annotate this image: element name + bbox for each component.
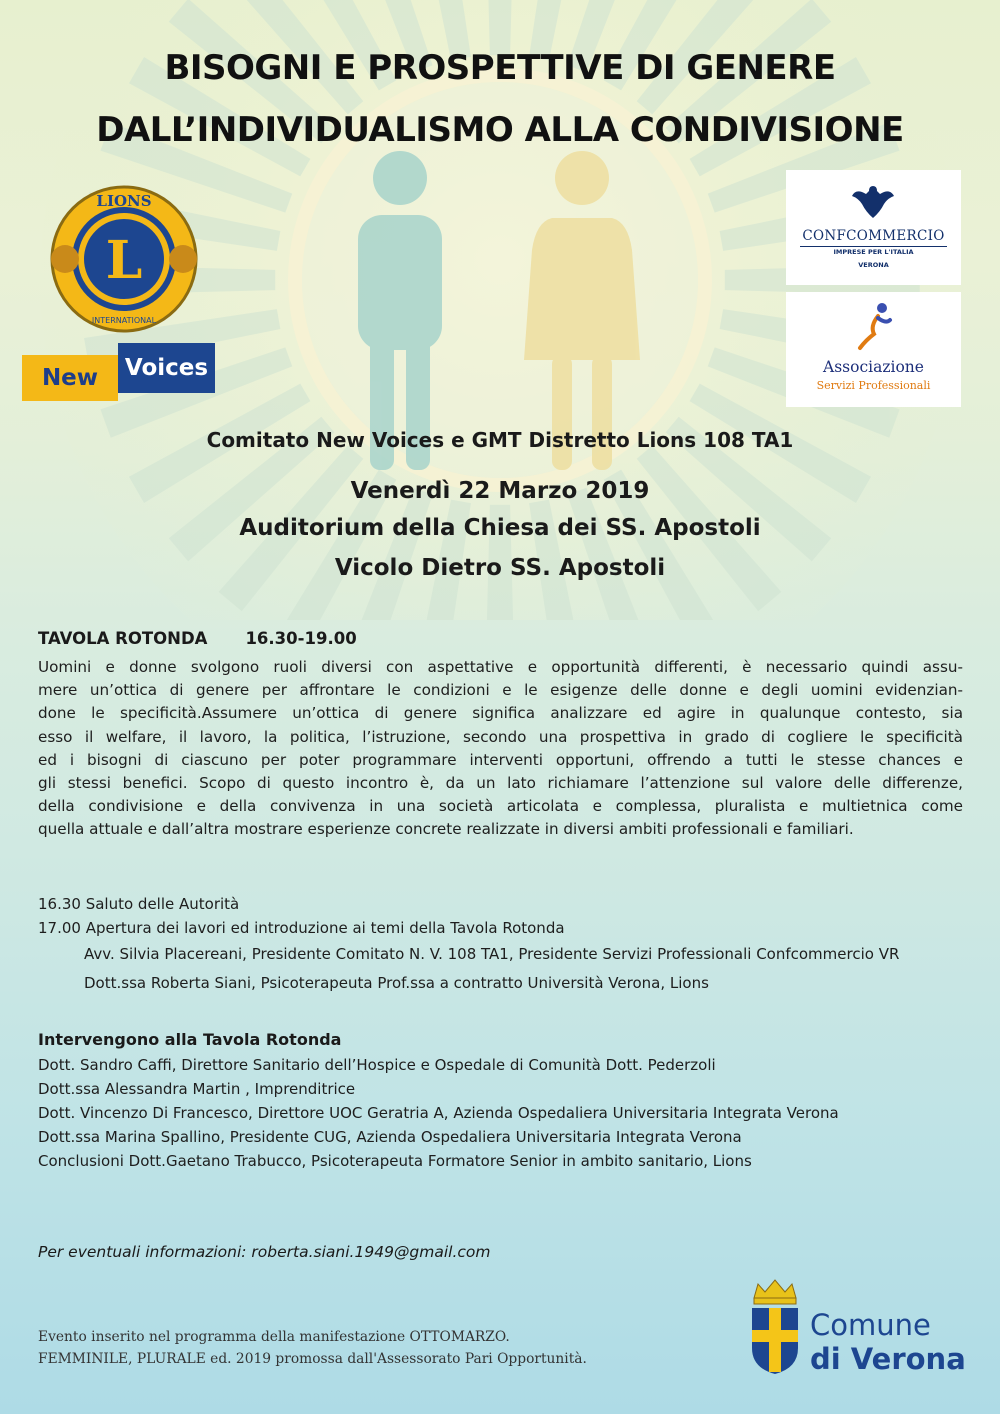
paragraph-line: Uomini e donne svolgono ruoli diversi con aspettative e opportunità differenti, è necessario quindi assu- [38, 658, 963, 676]
tavola-heading [38, 629, 357, 648]
info-contact: Per eventuali informazioni: roberta.siani.1949@gmail.com [38, 1243, 491, 1261]
confcommercio-sub: IMPRESE PER L'ITALIA [833, 248, 914, 256]
comitato-line: Comitato New Voices e GMT Distretto Lions 108 TA1 [206, 428, 794, 452]
comune-line-1: Comune [810, 1308, 931, 1342]
speaker-line: Dott.ssa Roberta Siani, Psicoterapeuta Prof.ssa a contratto Università Verona, Lions [84, 974, 709, 992]
programma-item: 16.30 Saluto delle Autorità [38, 895, 240, 913]
event-venue: Auditorium della Chiesa dei SS. Apostoli [239, 515, 761, 541]
footer-line: FEMMINILE, PLURALE ed. 2019 promossa dall'Assessorato Pari Opportunità. [38, 1351, 587, 1367]
programma-item: 17.00 Apertura dei lavori ed introduzione ai temi della Tavola Rotonda [38, 919, 565, 937]
new-voices-new: New [22, 355, 118, 401]
associazione-logo [786, 292, 961, 407]
lions-intl: INTERNATIONAL [91, 316, 157, 325]
event-date: Venerdì 22 Marzo 2019 [350, 478, 650, 504]
speaker-item: Conclusioni Dott.Gaetano Trabucco, Psicoterapeuta Formatore Senior in ambito sanitario, Lions [38, 1152, 752, 1170]
title-line-2: DALL’INDIVIDUALISMO ALLA CONDIVISIONE [96, 110, 904, 150]
paragraph-line: done le specificità.Assumere un’ottica di genere significa analizzare ed agire in qualunque contesto, sia [38, 704, 963, 723]
programma [38, 892, 963, 998]
new-voices-voices: Voices [118, 343, 215, 393]
event-address: Vicolo Dietro SS. Apostoli [334, 555, 666, 581]
new-voices-logo [22, 343, 215, 409]
tavola-time: 16.30-19.00 [245, 629, 357, 648]
title-line-1: BISOGNI E PROSPETTIVE DI GENERE [164, 48, 836, 88]
intervengono-list [38, 1053, 963, 1173]
confcommercio-logo [786, 170, 961, 285]
tavola-label: TAVOLA ROTONDA [38, 629, 208, 648]
intervengono-heading: Intervengono alla Tavola Rotonda [38, 1030, 342, 1049]
comune-di-verona [810, 1308, 966, 1376]
footer-note [38, 1326, 587, 1370]
associazione-sub: Servizi Professionali [816, 379, 931, 392]
comune-line-2: di Verona [810, 1342, 966, 1376]
runner-icon [856, 300, 896, 352]
confcommercio-name: CONFCOMMERCIO [802, 228, 945, 244]
confcommercio-city: VERONA [858, 261, 889, 269]
speaker-line: Avv. Silvia Placereani, Presidente Comitato N. V. 108 TA1, Presidente Servizi Professionali Confcommercio VR [84, 945, 900, 963]
footer-line: Evento inserito nel programma della manifestazione OTTOMARZO. [38, 1329, 510, 1345]
tavola-description [38, 656, 963, 842]
paragraph-line: ed i bisogni di ciascuno per poter programmare interventi opportuni, offrendo a tutti le stesse chances e [38, 750, 963, 769]
speaker-item: Dott.ssa Marina Spallino, Presidente CUG, Azienda Ospedaliera Universitaria Integrata Verona [38, 1128, 742, 1146]
lions-text: LIONS [96, 192, 152, 210]
speaker-item: Dott. Vincenzo Di Francesco, Direttore UOC Geratria A, Azienda Ospedaliera Universitaria Integrata Verona [38, 1104, 839, 1122]
paragraph-line: della condivisione e della convivenza in una società articolata e complessa, pluralista e multietnica come [38, 797, 963, 816]
associazione-name: Associazione [823, 358, 924, 376]
lions-letter: L [105, 230, 143, 291]
speaker-item: Dott.ssa Alessandra Martin , Imprenditrice [38, 1080, 356, 1098]
paragraph-line: mere un’ottica di genere per affrontare le condizioni e le esigenze delle donne e degli uomini evidenzian- [38, 681, 963, 700]
verona-crest-icon [748, 1276, 802, 1376]
eagle-icon [850, 182, 896, 222]
paragraph-line: esso il welfare, il lavoro, la politica, l’istruzione, secondo una prospettiva in grado di cogliere le specificità [38, 727, 963, 746]
speaker-item: Dott. Sandro Caffi, Direttore Sanitario dell’Hospice e Ospedale di Comunità Dott. Pederzoli [38, 1056, 716, 1074]
confcommercio-divider [800, 246, 947, 247]
lions-logo [45, 180, 203, 338]
paragraph-line: gli stessi benefici. Scopo di questo incontro è, da un lato richiamare l’attenzione sul valore delle differenze, [38, 774, 963, 793]
paragraph-line: quella attuale e dall’altra mostrare esperienze concrete realizzate in diversi ambiti professionali e familiari. [38, 820, 854, 839]
